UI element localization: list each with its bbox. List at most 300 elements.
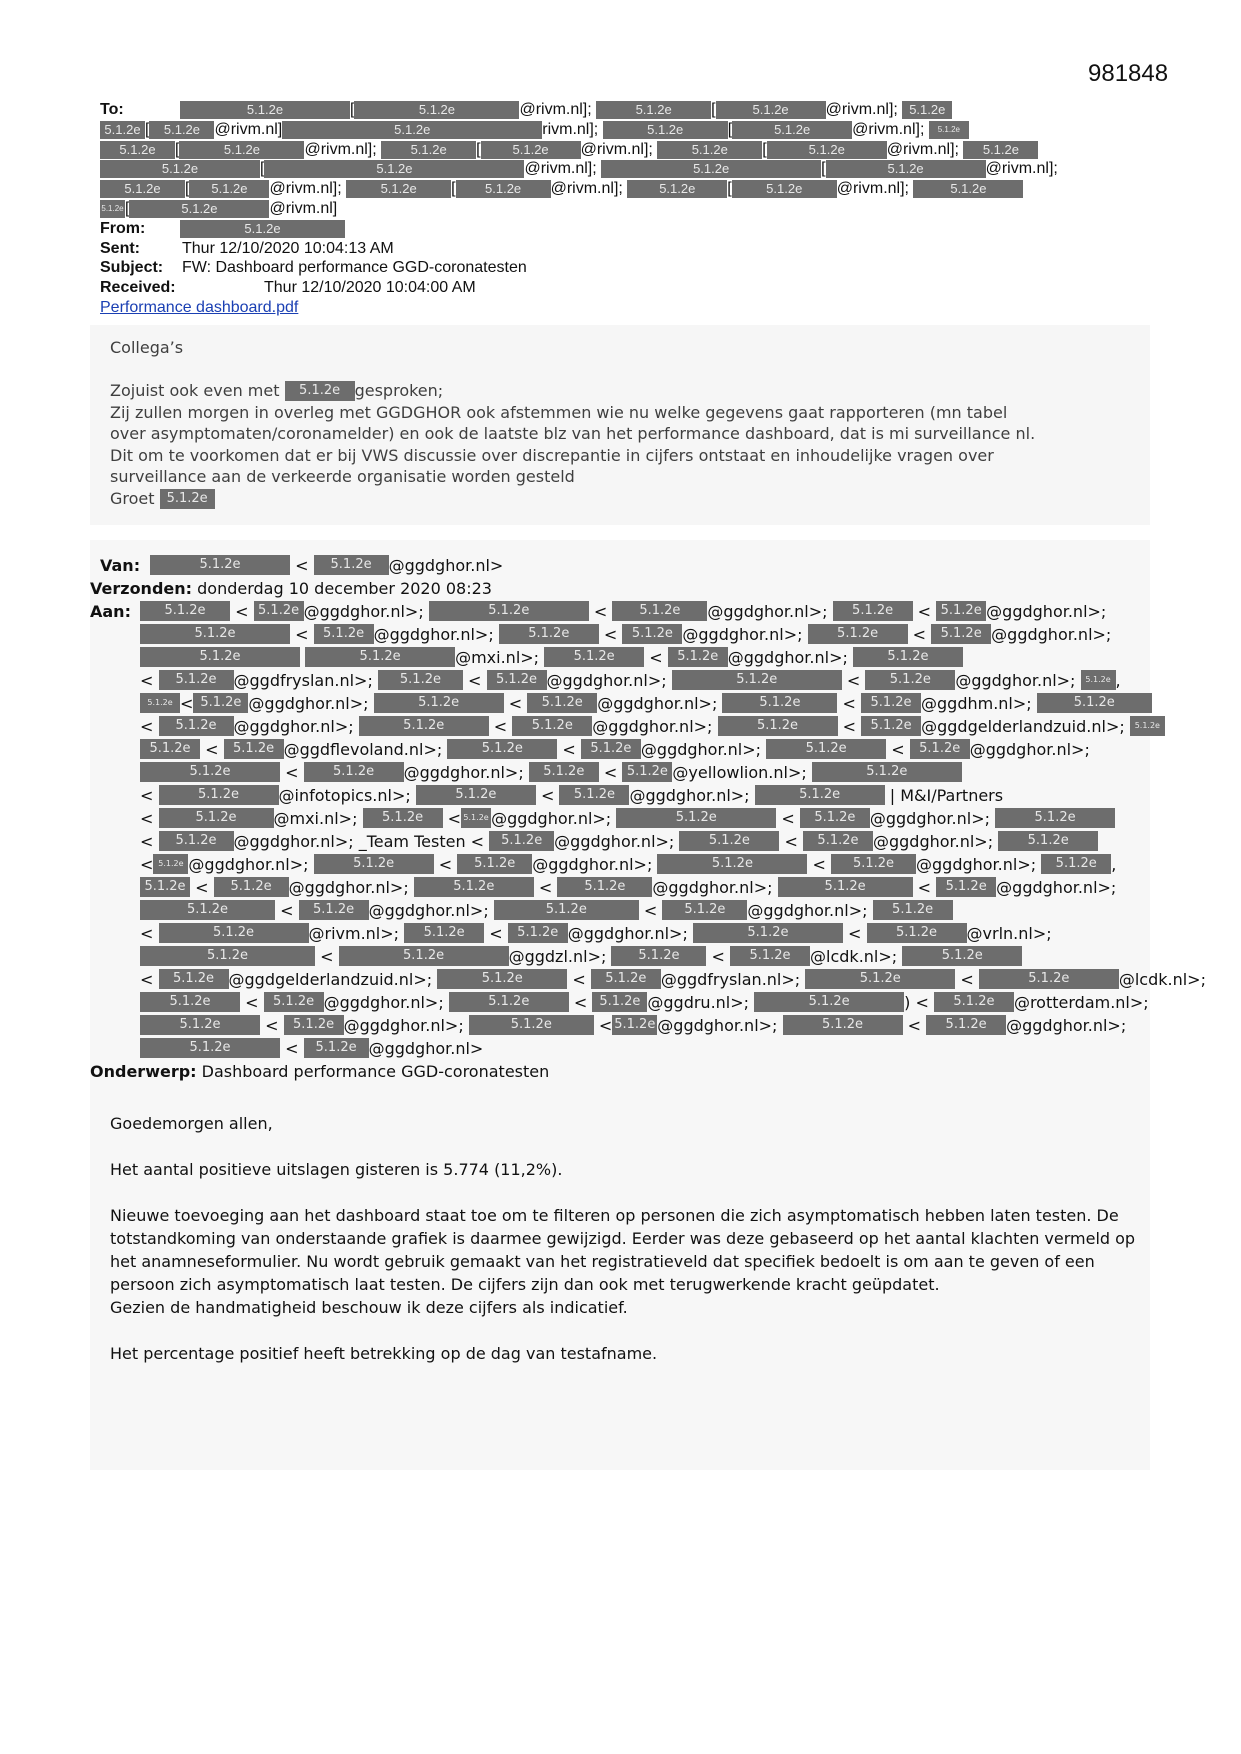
recipient-text: @ggdghor.nl>;	[707, 602, 833, 621]
redaction: 5.1.2e	[314, 624, 374, 644]
recipient-text: @mxi.nl>;	[455, 648, 545, 667]
redaction: 5.1.2e	[657, 141, 762, 159]
recipient-text: @ggdghor.nl>;	[233, 717, 359, 736]
redaction: 5.1.2e	[416, 785, 536, 805]
recipient-line	[100, 179, 1150, 199]
recipient-line	[140, 899, 1150, 922]
recipient-text: [	[145, 120, 150, 138]
redaction: 5.1.2e	[902, 101, 952, 119]
redaction: 5.1.2e	[489, 831, 554, 851]
redaction: 5.1.2e	[179, 141, 304, 159]
redaction: 5.1.2e	[378, 670, 463, 690]
recipient-text: @ggdru.nl>;	[647, 993, 755, 1012]
redaction: 5.1.2e	[159, 831, 234, 851]
redaction: 5.1.2e	[778, 877, 913, 897]
recipient-text: @ggdghor.nl>;	[640, 740, 767, 759]
recipient-text: <	[433, 855, 458, 874]
closing-text: Groet	[110, 488, 155, 508]
redaction: 5.1.2e	[622, 624, 682, 644]
recipient-text: [	[727, 180, 732, 198]
recipient-text: <	[230, 602, 254, 621]
recipient-line	[140, 692, 1150, 715]
recipient-line	[140, 945, 1150, 968]
recipient-line	[140, 738, 1150, 761]
recipient-text: @ggdghor.nl>;	[916, 855, 1042, 874]
email-header	[100, 100, 1150, 318]
redaction: 5.1.2e	[159, 716, 234, 736]
onderwerp-row	[90, 1060, 1150, 1083]
recipient-text: @ggdghor.nl>	[368, 1039, 484, 1058]
recipient-text: @ggdghor.nl>;	[554, 832, 680, 851]
redaction: 5.1.2e	[910, 739, 970, 759]
van-row: Van: 5.1.2e < 5.1.2e @ggdghor.nl>	[100, 556, 504, 575]
redaction: 5.1.2e	[1037, 693, 1152, 713]
recipient-text: @ggdghor.nl>;	[323, 993, 449, 1012]
redaction: 5.1.2e	[189, 180, 269, 198]
recipient-text: <	[557, 740, 581, 759]
redaction: 5.1.2e	[140, 992, 240, 1012]
redaction: 5.1.2e	[282, 121, 542, 139]
redaction: 5.1.2e	[100, 160, 260, 178]
redaction: 5.1.2e	[902, 946, 1022, 966]
received-row	[100, 278, 1150, 298]
redaction: 5.1.2e	[622, 762, 672, 782]
recipient-text: @rivm.nl]	[214, 120, 283, 138]
recipient-text: @rivm.nl];	[985, 160, 1058, 178]
recipient-text: <	[598, 763, 623, 782]
redaction: 5.1.2e	[601, 160, 821, 178]
redaction: 5.1.2e	[861, 693, 921, 713]
redaction: 5.1.2e	[363, 808, 443, 828]
recipient-line	[140, 968, 1206, 991]
recipient-text: @ggdghor.nl>;	[1006, 1016, 1127, 1035]
redaction: 5.1.2e	[936, 877, 996, 897]
redaction: 5.1.2e	[100, 200, 125, 218]
forward-line-2: Zij zullen morgen in overleg met GGDGHOR ook afstemmen wie nu welke gegevens gaat rapporteren (mn tabel	[110, 402, 1008, 422]
recipient-text: <	[240, 993, 264, 1012]
recipient-text: @ggdghor.nl>;	[986, 602, 1107, 621]
recipient-line	[100, 199, 1150, 219]
recipient-text: @ggdghor.nl>;	[996, 878, 1117, 897]
redaction: 5.1.2e	[374, 693, 504, 713]
redaction: 5.1.2e	[140, 900, 275, 920]
recipient-text: <	[140, 970, 159, 989]
recipient-text: @ggdgelderlandzuid.nl>;	[921, 717, 1130, 736]
redaction: 5.1.2e	[499, 624, 599, 644]
recipient-text: @rivm.nl];	[269, 180, 347, 198]
recipient-text: @yellowlion.nl>;	[672, 763, 812, 782]
recipient-text: <	[140, 832, 159, 851]
recipient-text: [	[476, 140, 481, 158]
redaction: 5.1.2e	[512, 716, 592, 736]
redaction: 5.1.2e	[592, 992, 647, 1012]
redaction: 5.1.2e	[457, 854, 532, 874]
redaction: 5.1.2e	[414, 877, 534, 897]
recipient-text: ) <	[904, 993, 934, 1012]
recipient-text: @rivm.nl]	[269, 199, 338, 217]
redaction: 5.1.2e	[224, 739, 284, 759]
forward-line-4: Dit om te voorkomen dat er bij VWS discussie over discrepantie in cijfers ontstaat en inhoudelijke vragen over	[110, 445, 994, 465]
redaction: 5.1.2e	[140, 1038, 280, 1058]
recipient-text: @ggdghor.nl>;	[869, 809, 996, 828]
redaction: 5.1.2e	[159, 923, 309, 943]
recipient-text: <	[567, 970, 591, 989]
recipient-text: <	[837, 717, 862, 736]
subject-label: Subject:	[100, 259, 164, 277]
recipient-text: @rivm.nl];	[886, 140, 964, 158]
recipient-text: <	[484, 924, 508, 943]
redaction: 5.1.2e	[693, 923, 843, 943]
recipient-text: <	[886, 740, 910, 759]
recipient-text: @infotopics.nl>;	[278, 786, 416, 805]
redaction: 5.1.2e	[140, 739, 200, 759]
redaction: 5.1.2e	[865, 670, 955, 690]
redaction: 5.1.2e	[404, 923, 484, 943]
recipient-text: @ggdfryslan.nl>;	[660, 970, 806, 989]
recipient-text: @ggdghor.nl>;	[727, 648, 853, 667]
recipient-text: <	[588, 602, 613, 621]
recipient-text: [	[260, 160, 265, 178]
redaction: 5.1.2e	[284, 1015, 344, 1035]
to-label: To:	[100, 101, 124, 118]
recipient-text: @ggdghor.nl>;	[629, 786, 755, 805]
from-label: From:	[100, 219, 146, 237]
redaction: 5.1.2e	[936, 601, 986, 621]
recipient-text: <	[776, 809, 800, 828]
redaction: 5.1.2e	[926, 1015, 1006, 1035]
recipient-text: <	[260, 1016, 284, 1035]
redaction: 5.1.2e	[812, 762, 962, 782]
recipient-text: <	[837, 694, 861, 713]
recipient-text: <	[442, 809, 462, 828]
recipient-text: <	[140, 717, 159, 736]
recipient-text: @ggdghor.nl>;	[592, 717, 718, 736]
recipient-text: <	[912, 878, 937, 897]
recipient-text: [	[185, 180, 190, 198]
forward-line-5: surveillance aan de verkeerde organisatie worden gesteld	[110, 467, 575, 486]
sent-label: Sent:	[100, 239, 140, 257]
recipient-text: @ggdghor.nl>;	[567, 924, 693, 943]
redaction: 5.1.2e	[129, 200, 269, 218]
redaction: 5.1.2e	[767, 141, 887, 159]
recipient-text: @mxi.nl>;	[273, 809, 363, 828]
recipient-text: @ggdghor.nl>;	[303, 602, 429, 621]
recipient-text: @ggdghor.nl>;	[682, 625, 808, 644]
van-domain: @ggdghor.nl>	[388, 556, 504, 575]
onderwerp-value: Dashboard performance GGD-coronatesten	[201, 1062, 550, 1081]
aan-label: Aan:	[90, 602, 131, 621]
forward-message-body	[110, 337, 1150, 509]
recipient-text: <	[644, 648, 668, 667]
redaction: 5.1.2e	[180, 220, 345, 238]
redaction: 5.1.2e	[668, 647, 728, 667]
body-paragraph-2: Het aantal positieve uitslagen gisteren is 5.774 (11,2%).	[110, 1160, 563, 1179]
redaction: 5.1.2e	[285, 381, 355, 401]
redaction: 5.1.2e	[766, 739, 886, 759]
sent-row	[100, 239, 1150, 259]
van-label: Van:	[100, 556, 141, 575]
recipient-text: <	[275, 901, 299, 920]
original-message-header	[90, 554, 1206, 1083]
recipient-text: @rivm.nl];	[580, 140, 658, 158]
recipient-text: @rivm.nl];	[304, 140, 382, 158]
recipient-text: [	[350, 101, 355, 118]
forward-closing	[110, 488, 1150, 510]
aan-recipients	[140, 600, 1206, 1060]
to-recipients	[100, 100, 1150, 219]
recipient-text: @ggdghor.nl>;	[491, 809, 617, 828]
redaction: 5.1.2e	[159, 785, 279, 805]
redaction: 5.1.2e	[611, 946, 706, 966]
redaction: 5.1.2e	[831, 854, 916, 874]
redaction: 5.1.2e	[339, 946, 509, 966]
redaction: 5.1.2e	[447, 739, 557, 759]
redaction: 5.1.2e	[429, 601, 589, 621]
recipient-text: <	[315, 947, 339, 966]
recipient-text: @ggdghor.nl>;	[373, 625, 499, 644]
redaction: 5.1.2e	[100, 121, 145, 139]
recipient-text: <	[593, 1016, 613, 1035]
recipient-text: <	[535, 786, 560, 805]
redaction: 5.1.2e	[1041, 854, 1111, 874]
redaction: 5.1.2e	[180, 101, 350, 119]
redaction: 5.1.2e	[150, 555, 290, 575]
recipient-text: @ggdghor.nl>;	[969, 740, 1090, 759]
redaction: 5.1.2e	[437, 969, 567, 989]
recipient-line	[140, 922, 1150, 945]
recipient-text: @ggdghor.nl>;	[747, 901, 873, 920]
redaction: 5.1.2e	[716, 101, 826, 119]
redaction: 5.1.2e	[934, 992, 1014, 1012]
recipient-text: @ggdghor.nl>;	[288, 878, 414, 897]
forward-line-3: over asymptomaten/coronamelder) en ook de laatste blz van het performance dashboard, dat is mi surveillance nl.	[110, 424, 1036, 443]
redaction: 5.1.2e	[867, 923, 967, 943]
recipient-text: <	[290, 625, 314, 644]
recipient-line	[140, 830, 1150, 853]
redaction: 5.1.2e	[754, 992, 904, 1012]
redaction: 5.1.2e	[305, 647, 455, 667]
verzonden-value: donderdag 10 december 2020 08:23	[197, 579, 492, 598]
recipient-text: @rivm.nl>;	[308, 924, 405, 943]
received-label: Received:	[100, 279, 176, 297]
recipient-text: [	[125, 199, 130, 217]
recipient-text: <	[280, 763, 304, 782]
recipient-line	[140, 715, 1160, 738]
recipient-text: <	[190, 878, 214, 897]
recipient-text: @ggdgelderlandzuid.nl>;	[228, 970, 438, 989]
recipient-text: <	[140, 809, 159, 828]
redaction: 5.1.2e	[627, 180, 727, 198]
recipient-text: @rivm.nl];	[524, 160, 602, 178]
redaction: 5.1.2e	[354, 101, 519, 119]
redaction: 5.1.2e	[149, 121, 214, 139]
sent-value: Thur 12/10/2020 10:04:13 AM	[182, 239, 394, 257]
recipient-text: @lcdk.nl>;	[810, 947, 903, 966]
redaction: 5.1.2e	[833, 601, 913, 621]
redaction: 5.1.2e	[264, 992, 324, 1012]
from-row	[100, 219, 1150, 239]
recipient-text: <	[488, 717, 513, 736]
redaction: 5.1.2e	[612, 1015, 657, 1035]
redaction: 5.1.2e	[1081, 670, 1116, 690]
redaction: 5.1.2e	[449, 992, 569, 1012]
recipient-line	[100, 159, 1150, 179]
redaction: 5.1.2e	[559, 785, 629, 805]
redaction: 5.1.2e	[998, 831, 1098, 851]
recipient-text: @ggdghor.nl>;	[657, 1016, 783, 1035]
recipient-text: @ggdghor.nl>;	[188, 855, 314, 874]
redaction: 5.1.2e	[913, 180, 1023, 198]
redaction: 5.1.2e	[603, 121, 728, 139]
recipient-text: @ggdghor.nl>;	[991, 625, 1112, 644]
recipient-text: <	[902, 1016, 927, 1035]
redaction: 5.1.2e	[730, 946, 810, 966]
redaction: 5.1.2e	[140, 693, 180, 713]
recipient-text: @ggdghor.nl>;	[955, 671, 1081, 690]
recipient-text: @ggdghor.nl>;	[343, 1016, 469, 1035]
redaction: 5.1.2e	[381, 141, 476, 159]
recipient-text: @ggdhm.nl>;	[921, 694, 1037, 713]
redaction: 5.1.2e	[140, 1015, 260, 1035]
recipient-text: <	[200, 740, 224, 759]
redaction: 5.1.2e	[672, 670, 842, 690]
recipient-text: @rivm.nl];	[550, 180, 628, 198]
redaction: 5.1.2e	[591, 969, 661, 989]
recipient-text: [	[762, 140, 767, 158]
redaction: 5.1.2e	[193, 693, 248, 713]
recipient-line	[140, 669, 1150, 692]
recipient-text: @ggdzl.nl>;	[508, 947, 612, 966]
recipient-text: @ggdghor.nl>;	[532, 855, 658, 874]
redaction: 5.1.2e	[359, 716, 489, 736]
recipient-text: [	[451, 180, 456, 198]
redaction: 5.1.2e	[159, 969, 229, 989]
body-paragraph-3b: Gezien de handmatigheid beschouw ik deze cijfers als indicatief.	[110, 1298, 628, 1317]
recipient-text: @ggdghor.nl>;	[597, 694, 723, 713]
recipient-text: @vrln.nl>;	[966, 924, 1052, 943]
recipient-text: [	[175, 140, 180, 158]
recipient-text: @ggdghor.nl>;	[248, 694, 374, 713]
recipient-text: @ggdflevoland.nl>;	[283, 740, 448, 759]
recipient-line	[140, 807, 1150, 830]
redaction: 5.1.2e	[1130, 716, 1165, 736]
recipient-text: ,	[1115, 671, 1121, 690]
recipient-text: @ggdghor.nl>; _Team Testen <	[233, 832, 490, 851]
blank-line	[110, 359, 1150, 381]
redaction: 5.1.2e	[808, 624, 908, 644]
redaction: 5.1.2e	[544, 647, 644, 667]
recipient-text: <	[568, 993, 593, 1012]
recipient-text: <	[841, 671, 866, 690]
forward-line-1-pre: Zojuist ook even met	[110, 381, 280, 400]
recipient-text: @rivm.nl];	[825, 101, 903, 118]
recipient-text: <	[533, 878, 558, 897]
recipient-line	[140, 1037, 1150, 1060]
recipient-text: <	[280, 1039, 304, 1058]
redaction: 5.1.2e	[214, 877, 289, 897]
redaction: 5.1.2e	[963, 141, 1038, 159]
original-message-body	[110, 1112, 1140, 1388]
recipient-line	[140, 876, 1150, 899]
recipient-line	[100, 100, 1150, 120]
recipient-text: <	[140, 671, 159, 690]
redaction: 5.1.2e	[140, 946, 315, 966]
redaction: 5.1.2e	[873, 900, 953, 920]
redaction: 5.1.2e	[299, 900, 369, 920]
redaction: 5.1.2e	[304, 1038, 369, 1058]
verzonden-label: Verzonden:	[90, 579, 193, 598]
recipient-line	[140, 1014, 1150, 1037]
recipient-text: @lcdk.nl>;	[1118, 970, 1206, 989]
redaction: 5.1.2e	[314, 555, 389, 575]
redaction: 5.1.2e	[264, 160, 524, 178]
recipient-line	[140, 761, 1150, 784]
recipient-text: [	[711, 101, 716, 118]
recipient-text: <	[180, 694, 194, 713]
redaction: 5.1.2e	[732, 121, 852, 139]
recipient-line	[100, 120, 1150, 140]
redaction: 5.1.2e	[931, 624, 991, 644]
redaction: 5.1.2e	[722, 693, 837, 713]
document-number: 981848	[1088, 60, 1169, 87]
recipient-text: @rivm.nl];	[519, 101, 597, 118]
redaction: 5.1.2e	[487, 670, 547, 690]
recipient-text: <	[955, 970, 979, 989]
recipient-text: <	[907, 625, 932, 644]
recipient-line	[140, 784, 1150, 807]
recipient-text: @ggdghor.nl>;	[652, 878, 778, 897]
redaction: 5.1.2e	[456, 180, 551, 198]
redaction: 5.1.2e	[159, 808, 274, 828]
redaction: 5.1.2e	[718, 716, 838, 736]
redaction: 5.1.2e	[160, 489, 215, 509]
redaction: 5.1.2e	[616, 808, 776, 828]
recipient-text: @rivm.nl];	[836, 180, 914, 198]
redaction: 5.1.2e	[140, 877, 190, 897]
redaction: 5.1.2e	[657, 854, 807, 874]
redaction: 5.1.2e	[800, 808, 870, 828]
attachment-row	[100, 298, 1150, 318]
recipient-text: <	[462, 671, 487, 690]
redaction: 5.1.2e	[805, 969, 955, 989]
redaction: 5.1.2e	[469, 1015, 594, 1035]
redaction: 5.1.2e	[853, 647, 963, 667]
recipient-text: ,	[1111, 855, 1117, 874]
redaction: 5.1.2e	[527, 693, 597, 713]
recipient-text: rivm.nl];	[542, 120, 603, 138]
recipient-text: <	[807, 855, 831, 874]
redaction: 5.1.2e	[314, 854, 434, 874]
redaction: 5.1.2e	[140, 624, 290, 644]
redaction: 5.1.2e	[755, 785, 885, 805]
body-paragraph-1: Goedemorgen allen,	[110, 1114, 273, 1133]
redaction: 5.1.2e	[596, 101, 711, 119]
subject-row	[100, 258, 1150, 278]
attachment-link[interactable]: Performance dashboard.pdf	[100, 298, 299, 316]
recipient-text: [	[821, 160, 826, 178]
recipient-text: <	[842, 924, 867, 943]
recipient-text: <	[706, 947, 731, 966]
recipient-text: @ggdghor.nl>;	[368, 901, 494, 920]
recipient-text: [	[727, 120, 733, 138]
redaction: 5.1.2e	[783, 1015, 903, 1035]
redaction: 5.1.2e	[481, 141, 581, 159]
recipient-line	[140, 600, 1150, 623]
body-paragraph-3: Nieuwe toevoeging aan het dashboard staat toe om te filteren op personen die zich asymptomatisch hebben laten testen. De totstandkoming van onderstaande grafiek is daarmee gewijzigd. Eerder was deze gebaseerd op het aantal klachten vermeld op het anamneseformulier. Nu wordt gebruik gemaakt van het registratieveld dat specifiek bedoelt is om aan te geven of een persoon zich asymptomatisch laat testen. De cijfers zijn dan ook met terugwerkende kracht geüpdatet.	[110, 1206, 1136, 1294]
redaction: 5.1.2e	[100, 141, 175, 159]
verzonden-row	[90, 577, 1150, 600]
redaction: 5.1.2e	[612, 601, 707, 621]
